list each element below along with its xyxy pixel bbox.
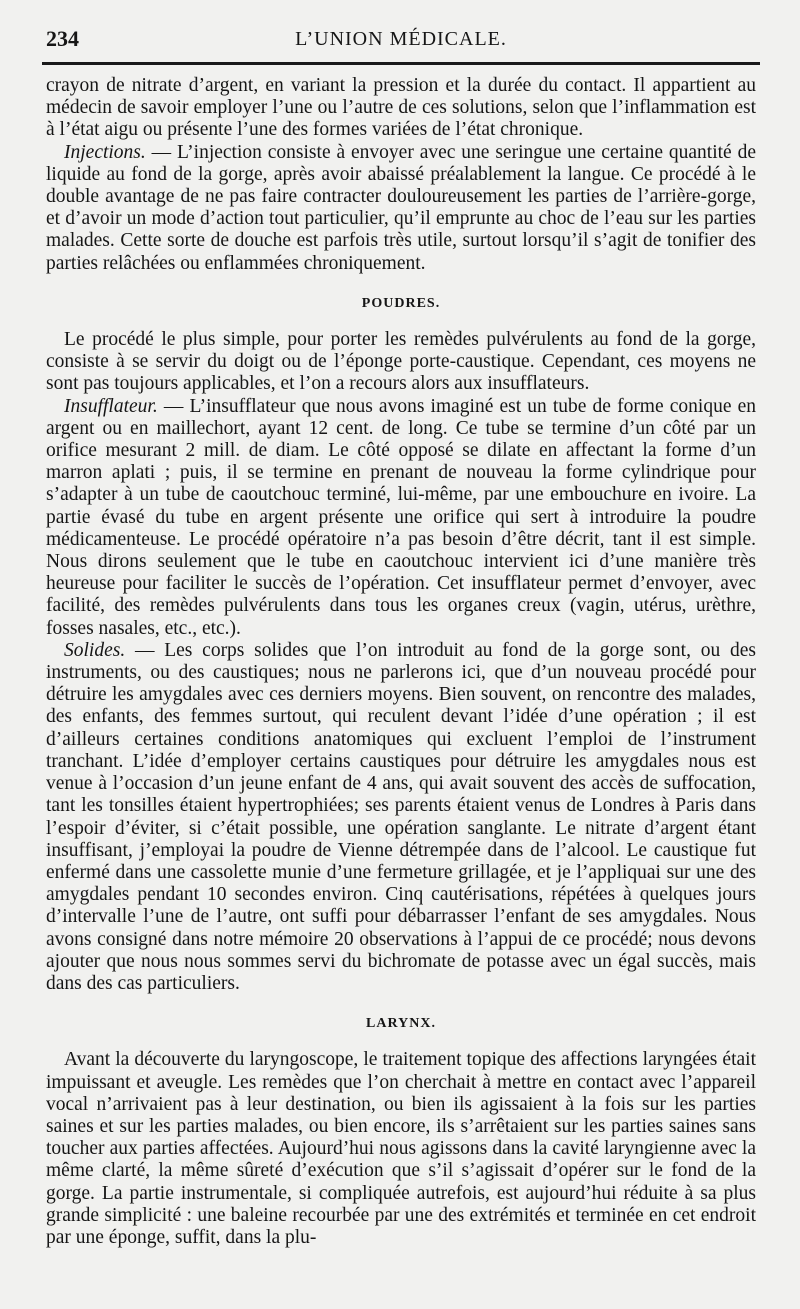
text-insufflateur: — L’insufflateur que nous avons imaginé est un tube de forme conique en argent ou en maillechort, ayant 12 cent. de long. Ce tube se termine d’un côté par un orifice mesurant 2 mill. de diam. Le côté opposé se dilate en affectant la forme d’un marron aplati ; puis, il se termine en prenant de nouveau la forme cylindrique pour s’adapter à un tube de caoutchouc terminé, lui-même, par une embouchure en ivoire. La partie évasé du tube en argent présente une orifice qui sert à introduire la poudre médicamenteuse. Le procédé opératoire n’a pas besoin d’être décrit, tant il est simple. Nous dirons seulement que le tube en caoutchouc intervient ici d’une manière très heureuse pour faciliter le succès de l’opération. Cet insufflateur permet d’envoyer, avec facilité, des remèdes pulvérulents dans tous les organes creux (vagin, utérus, urèthre, fosses nasales, etc., etc.). xyxy=(46,395,756,639)
lead-injections: Injections. xyxy=(64,141,146,163)
paragraph-injections xyxy=(46,142,756,275)
page-header xyxy=(46,26,756,60)
section-title-poudres: POUDRES. xyxy=(361,295,441,311)
section-title-larynx: LARYNX. xyxy=(366,1016,436,1032)
header-rule xyxy=(42,62,760,65)
running-title: L’UNION MÉDICALE. xyxy=(295,28,507,50)
lead-solides: Solides. xyxy=(64,639,126,661)
paragraph-poudres: Le procédé le plus simple, pour porter les remèdes pulvérulents au fond de la gorge, consiste à se servir du doigt ou de l’éponge porte-caustique. Cependant, ces moyens ne sont pas toujours applicables, et l’on a recours alors aux insufflateurs. xyxy=(46,329,756,395)
page-number: 234 xyxy=(46,26,79,51)
paragraph-insufflateur xyxy=(46,396,756,640)
paragraph-solides xyxy=(46,640,756,995)
paragraph-larynx: Avant la découverte du laryngoscope, le traitement topique des affections laryngées était impuissant et aveugle. Les remèdes que l’on cherchait à mettre en contact avec l’appareil vocal n’arrivaient pas à leur destination, ou bien ils agissaient à la fois sur les parties saines et sur les parties malades, ou bien encore, ils s’arrêtaient sur les parties saines sans toucher aux parties affectées. Aujourd’hui nous agissons dans la cavité laryngienne avec la même clarté, la même sûreté d’exécution que s’il s’agissait d’opérer sur le fond de la gorge. La partie instrumentale, si compliquée autrefois, est aujourd’hui réduite à sa plus grande simplicité : une baleine recourbée par une des extrémités et terminée en cet endroit par une éponge, suffit, dans la plu- xyxy=(46,1049,756,1248)
text-solides: — Les corps solides que l’on introduit au fond de la gorge sont, ou des instruments, ou des caustiques; nous ne parlerons ici, que d’un nouveau procédé pour détruire les amygdales avec ces derniers moyens. Bien souvent, on rencontre des malades, des enfants, des femmes surtout, qui reculent devant l’idée d’une opération ; il est d’ailleurs certaines conditions anatomiques qui excluent l’emploi de l’instrument tranchant. L’idée d’employer certains caustiques pour détruire les amygdales nous est venue à l’occasion d’un jeune enfant de 4 ans, qui avait souvent des accès de suffocation, tant les tonsilles étaient hypertrophiées; ses parents étaient venus de Londres à Paris dans l’espoir d’éviter, si c’était possible, une opération sanglante. Le nitrate d’argent étant insuffisant, j’employai la poudre de Vienne détrempée dans de l’alcool. Le caustique fut enfermé dans une cassolette munie d’une fermeture grillagée, et je l’appliquai sur une des amygdales pendant 10 secondes environ. Cinq cautérisations, répétées à quelques jours d’intervalle l’une de l’autre, ont suffi pour débarrasser l’enfant de ses amygdales. Nous avons consigné dans notre mémoire 20 observations à l’appui de ce procédé; nous devons ajouter que nous nous sommes servi du bichromate de potasse avec un égal succès, mais dans des cas particuliers. xyxy=(46,639,756,994)
lead-insufflateur: Insufflateur. xyxy=(64,395,158,417)
article-body xyxy=(46,75,756,1249)
text-injections: — L’injection consiste à envoyer avec une seringue une certaine quantité de liquide au fond de la gorge, après avoir abaissé préalablement la langue. Ce procédé à le double avantage de ne pas faire contracter douloureusement les parties de l’arrière-gorge, et d’avoir un mode d’action tout particulier, qu’il emprunte au choc de l’eau sur les parties malades. Cette sorte de douche est parfois très utile, surtout lorsqu’il s’agit de tonifier des parties relâchées ou enflammées chroniquement. xyxy=(46,141,756,274)
paragraph-continuation: crayon de nitrate d’argent, en variant la pression et la durée du contact. Il appartient au médecin de savoir employer l’une ou l’autre de ces solutions, selon que l’inflammation est à l’état aigu ou présente l’une des formes variées de l’état chronique. xyxy=(46,75,756,141)
